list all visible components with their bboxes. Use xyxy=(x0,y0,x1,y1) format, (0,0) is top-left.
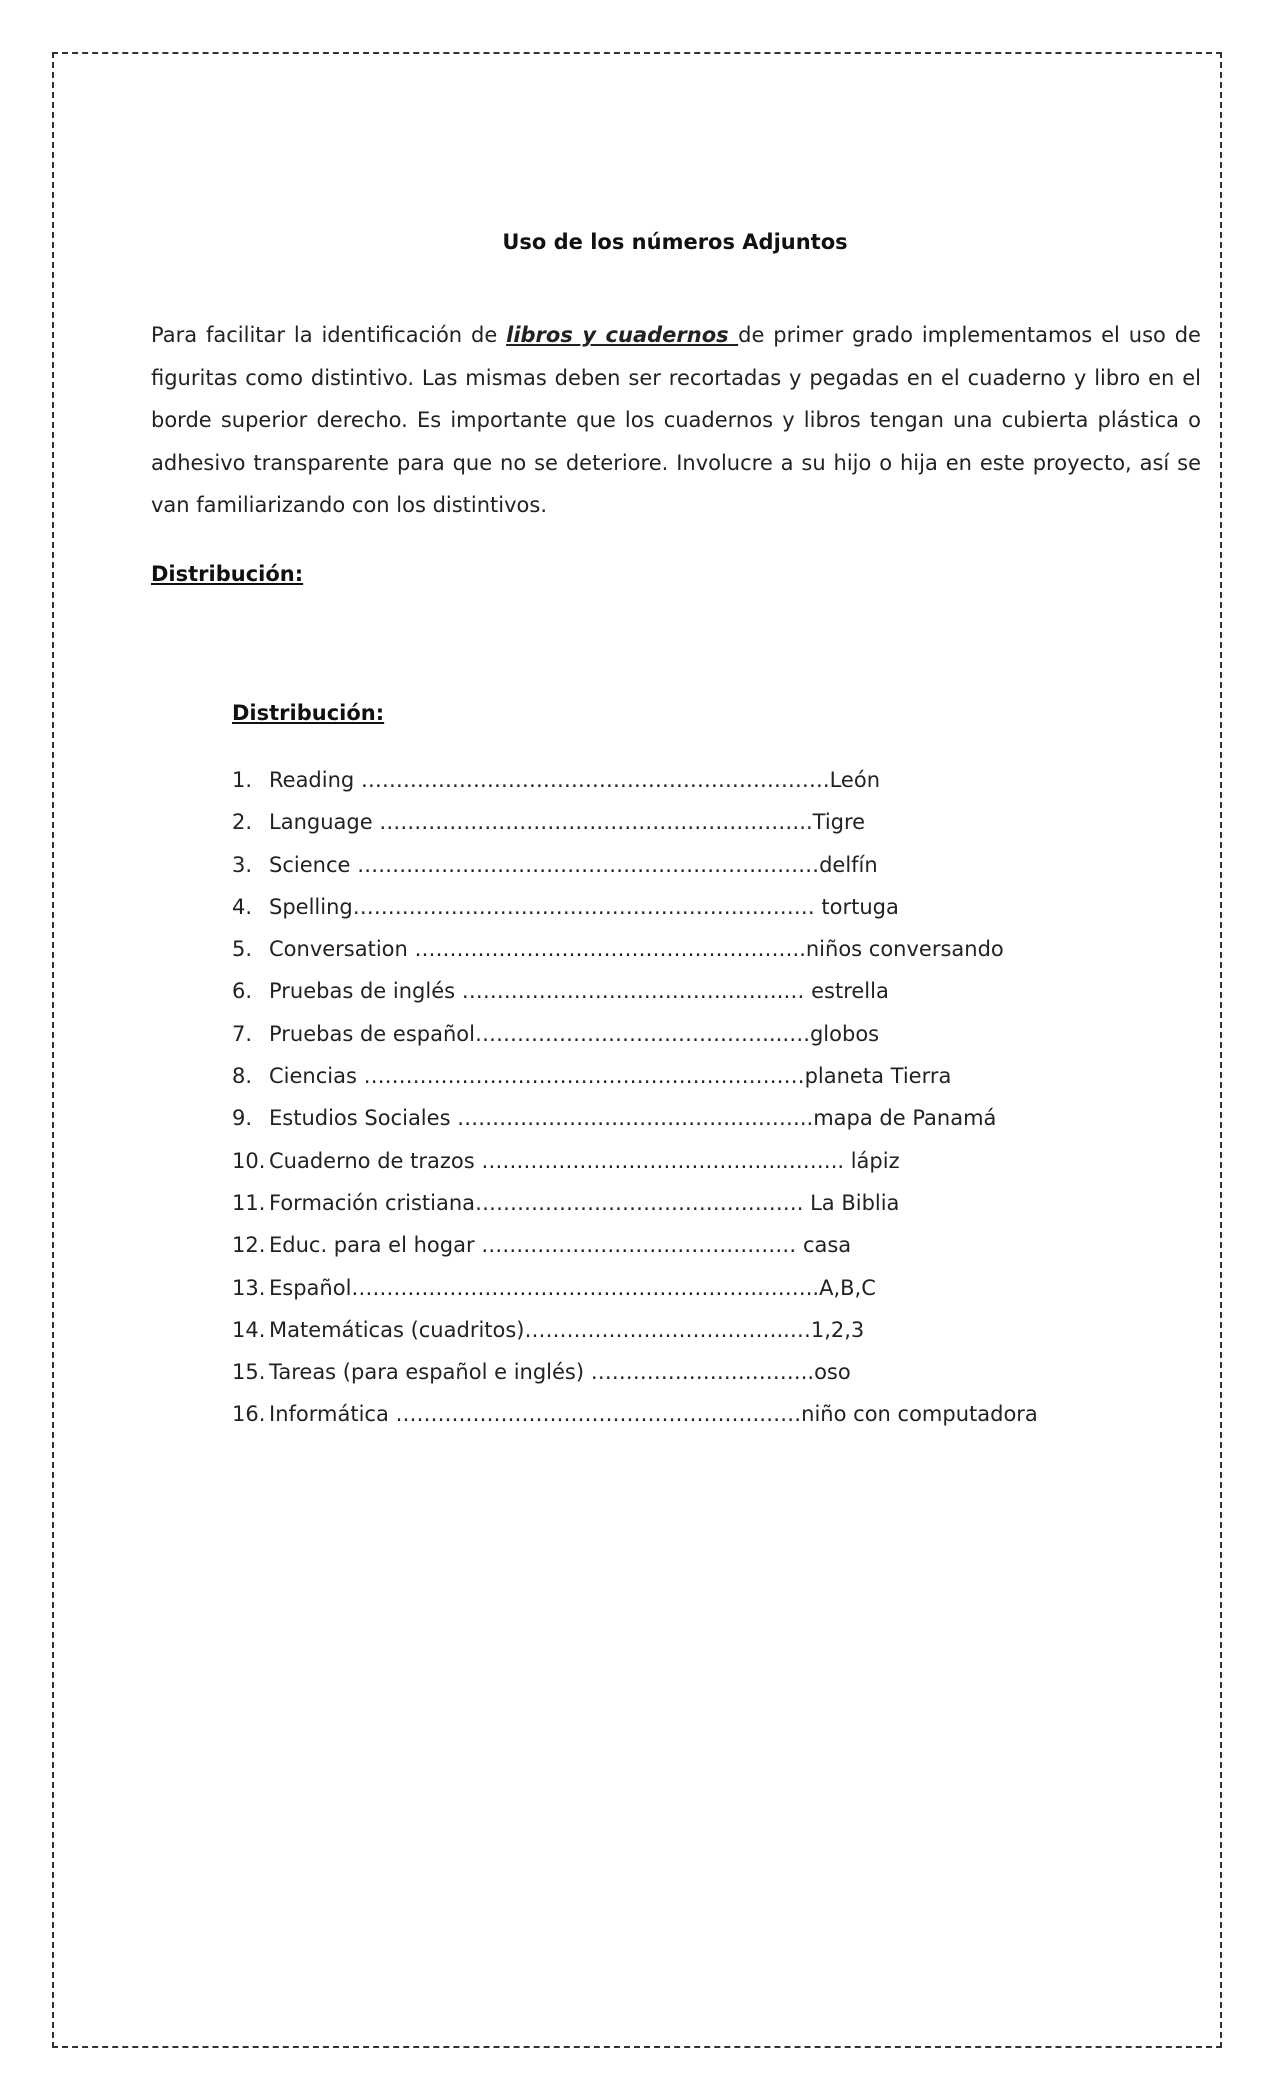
intro-text-before: Para facilitar la identificación de xyxy=(151,323,507,347)
list-item-number: 7. xyxy=(232,1021,253,1046)
list-item-text: Tareas (para español e inglés) …………………………..oso xyxy=(269,1360,851,1385)
list-item-text: Español…………………………………………………..……..A,B,C xyxy=(269,1275,876,1300)
list-item-number: 6. xyxy=(232,979,253,1004)
list-item-text: Cuaderno de trazos ……………………………………..…….. lápiz xyxy=(269,1148,900,1173)
list-item-number: 15. xyxy=(232,1360,266,1385)
list-item-number: 9. xyxy=(232,1106,253,1131)
list-item xyxy=(232,1224,1038,1266)
list-item-text: Language ……………………………………………………..Tigre xyxy=(269,810,866,835)
list-item-number: 5. xyxy=(232,937,253,962)
list-item xyxy=(232,928,1038,970)
list-item-text: Conversation ………………………………………………..niños conversando xyxy=(269,937,1004,962)
document-title: Uso de los números Adjuntos xyxy=(502,230,848,254)
list-item xyxy=(232,1393,1038,1435)
list-item-number: 16. xyxy=(232,1402,266,1427)
list-item-number: 1. xyxy=(232,768,253,792)
list-item xyxy=(232,1351,1038,1393)
list-item-text: Science …………………………………………………………delfín xyxy=(269,852,878,877)
list-item-number: 10. xyxy=(232,1148,266,1173)
list-item-number: 2. xyxy=(232,810,253,835)
list-item-number: 11. xyxy=(232,1190,266,1215)
list-item-text: Pruebas de inglés ……………………………………….… estrella xyxy=(269,979,889,1004)
list-item xyxy=(232,1309,1038,1351)
intro-paragraph xyxy=(151,314,1201,527)
list-item xyxy=(232,801,1038,843)
list-item-text: Formación cristiana………………………….……………. La Biblia xyxy=(269,1190,900,1215)
list-item-text: Reading ………………………………………………………….León xyxy=(269,768,880,792)
list-item xyxy=(232,1140,1038,1182)
list-item-number: 4. xyxy=(232,894,253,919)
list-item xyxy=(232,1097,1038,1139)
list-item xyxy=(232,1013,1038,1055)
list-item-number: 3. xyxy=(232,852,253,877)
distribution-list xyxy=(232,759,1038,1436)
list-item-text: Ciencias ………………………………………………………planeta Tierra xyxy=(269,1064,952,1089)
list-item xyxy=(232,1267,1038,1309)
list-item-text: Informática …………………………………………….……niño con computadora xyxy=(269,1402,1038,1427)
intro-text-after: de primer grado implementamos el uso de figuritas como distintivo. Las mismas deben ser recortadas y pegadas en el cuaderno y libro en el borde superior derecho. Es importante que los cuadernos y libros tengan una cubierta plástica o adhesivo transparente para que no se deteriore. Involucre a su hijo o hija en este proyecto, así se van familiarizando con los distintivos. xyxy=(151,323,1201,517)
list-item-text: Educ. para el hogar ……………………………………… casa xyxy=(269,1233,852,1258)
list-item-number: 8. xyxy=(232,1064,253,1089)
list-item-text: Matemáticas (cuadritos)………………………………..…1,2,3 xyxy=(269,1317,865,1342)
list-item xyxy=(232,1182,1038,1224)
list-item xyxy=(232,759,1038,801)
section-heading: Distribución: xyxy=(151,562,304,586)
list-item-text: Pruebas de español……………………………………..….globos xyxy=(269,1021,880,1046)
intro-emphasis: libros y cuadernos xyxy=(506,323,739,347)
list-item xyxy=(232,970,1038,1012)
list-item xyxy=(232,886,1038,928)
list-item-text: Spelling………………………………………………………… tortuga xyxy=(269,894,899,919)
list-item-number: 14. xyxy=(232,1317,266,1342)
list-item-number: 13. xyxy=(232,1275,266,1300)
section-heading: Distribución: xyxy=(232,701,385,725)
list-item xyxy=(232,844,1038,886)
list-item-text: Estudios Sociales …………………………………….……..mapa de Panamá xyxy=(269,1106,997,1131)
list-item-number: 12. xyxy=(232,1233,266,1258)
list-item xyxy=(232,1055,1038,1097)
